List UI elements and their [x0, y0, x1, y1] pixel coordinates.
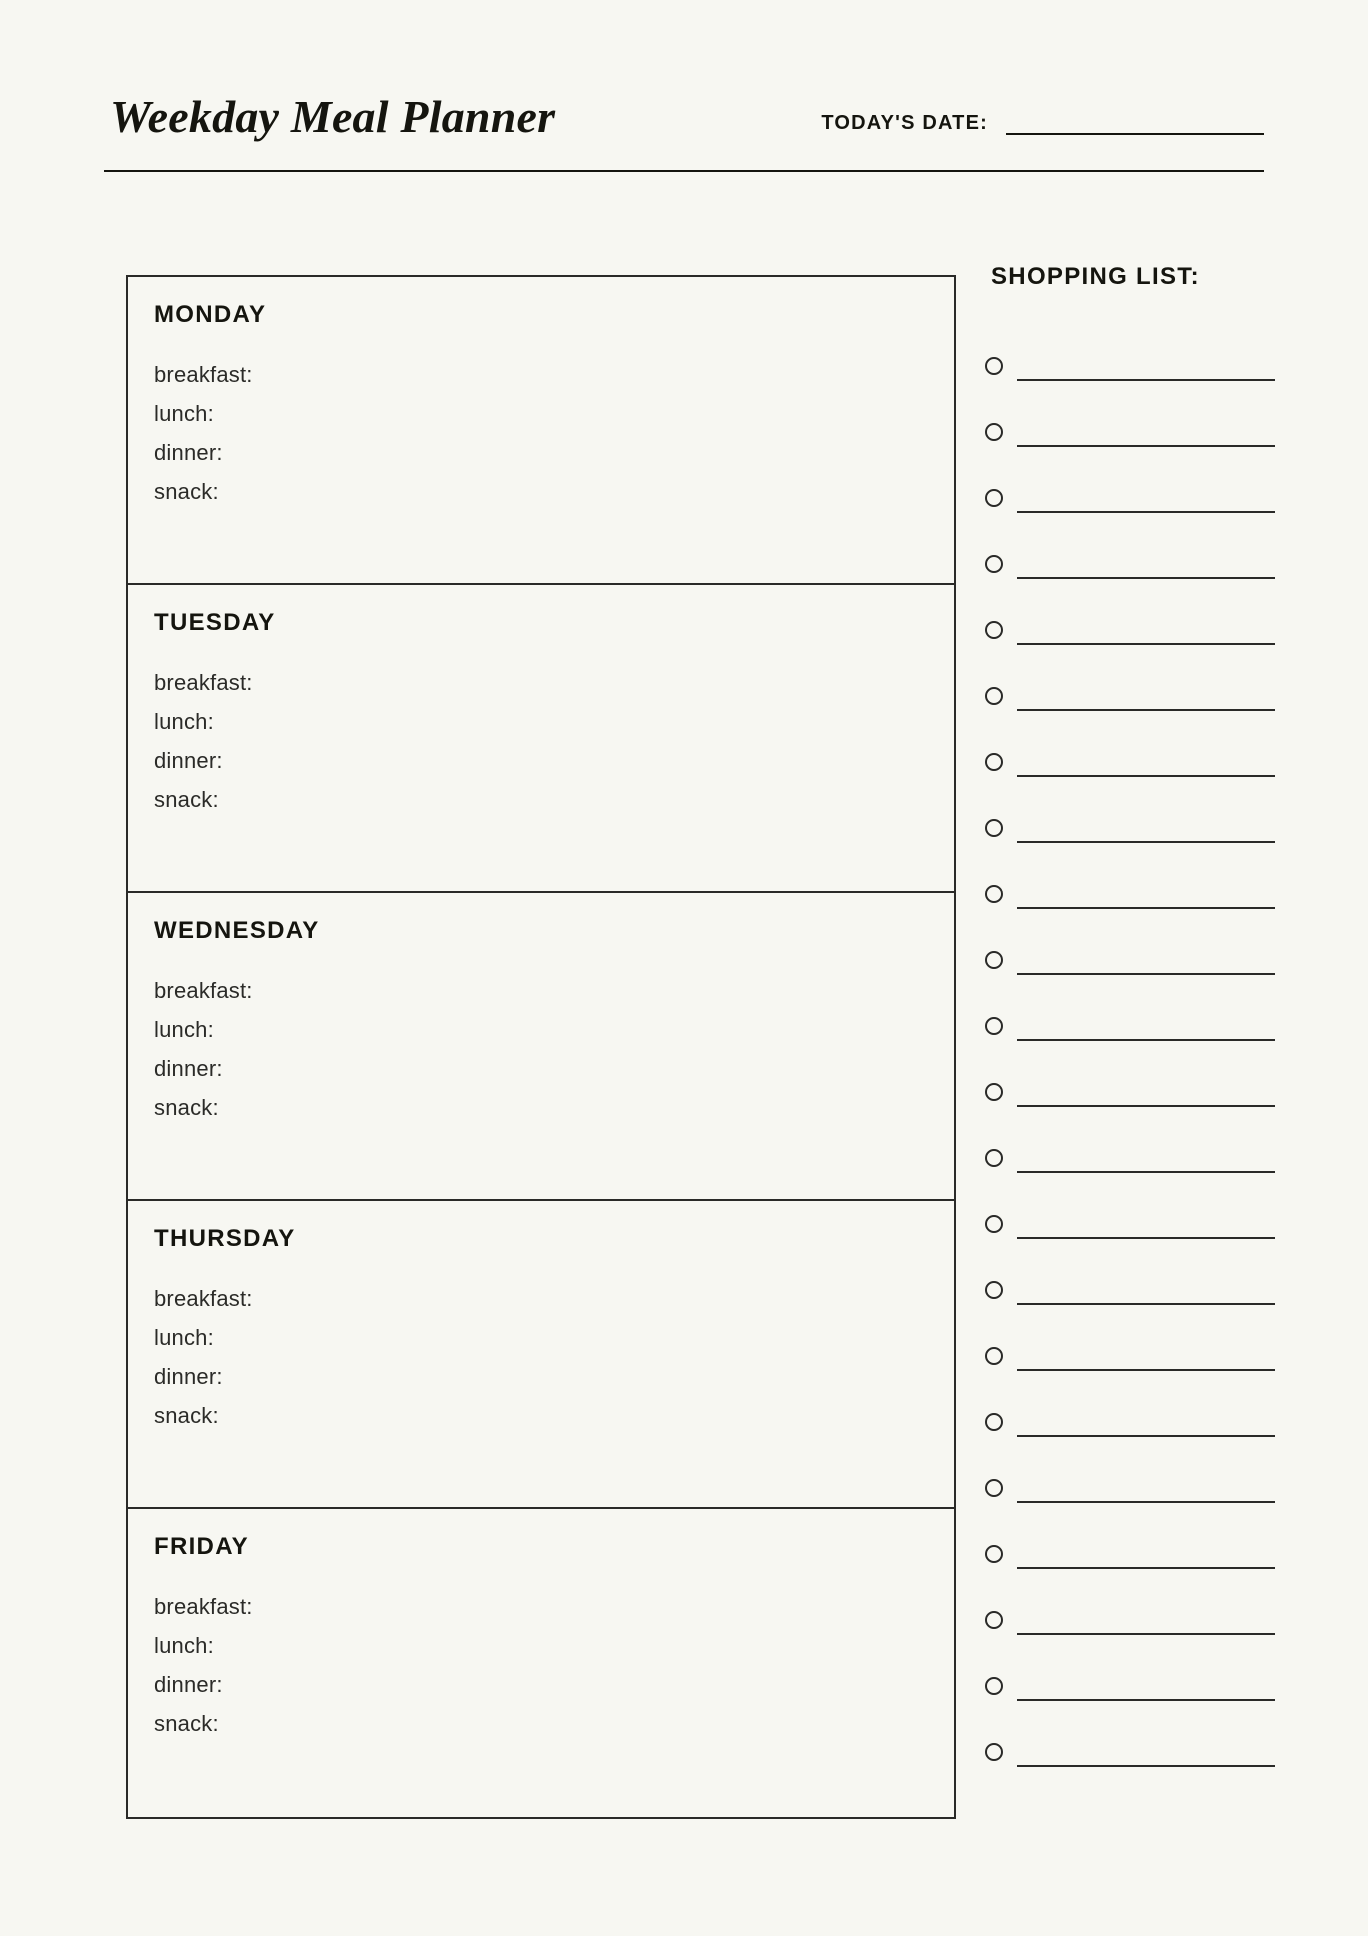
- shopping-item-input[interactable]: [1017, 573, 1275, 579]
- shopping-list-item[interactable]: [985, 1437, 1275, 1503]
- meal-field[interactable]: dinner:: [154, 748, 223, 773]
- checkbox-circle-icon[interactable]: [985, 1611, 1003, 1629]
- shopping-list: [985, 263, 1275, 1767]
- shopping-list-item[interactable]: [985, 1701, 1275, 1767]
- meal-field[interactable]: lunch:: [154, 1633, 214, 1658]
- meal-field[interactable]: dinner:: [154, 1672, 223, 1697]
- shopping-item-input[interactable]: [1017, 1761, 1275, 1767]
- checkbox-circle-icon[interactable]: [985, 885, 1003, 903]
- day-name: TUESDAY: [154, 609, 276, 636]
- meal-field[interactable]: breakfast:: [154, 1286, 253, 1311]
- meal-field[interactable]: snack:: [154, 1403, 219, 1428]
- checkbox-circle-icon[interactable]: [985, 1215, 1003, 1233]
- checkbox-circle-icon[interactable]: [985, 1347, 1003, 1365]
- shopping-list-item[interactable]: [985, 975, 1275, 1041]
- shopping-item-input[interactable]: [1017, 903, 1275, 909]
- day-name: THURSDAY: [154, 1225, 296, 1252]
- shopping-item-input[interactable]: [1017, 1365, 1275, 1371]
- page-title: Weekday Meal Planner: [110, 91, 556, 142]
- shopping-item-input[interactable]: [1017, 1299, 1275, 1305]
- shopping-list-item[interactable]: [985, 1503, 1275, 1569]
- checkbox-circle-icon[interactable]: [985, 1413, 1003, 1431]
- meal-field[interactable]: breakfast:: [154, 978, 253, 1003]
- shopping-item-input[interactable]: [1017, 1629, 1275, 1635]
- day-block[interactable]: [128, 277, 954, 585]
- shopping-item-input[interactable]: [1017, 1233, 1275, 1239]
- shopping-list-item[interactable]: [985, 843, 1275, 909]
- checkbox-circle-icon[interactable]: [985, 951, 1003, 969]
- todays-date-label: TODAY'S DATE:: [821, 112, 988, 134]
- shopping-item-input[interactable]: [1017, 375, 1275, 381]
- page-header: [104, 90, 1264, 190]
- meal-field[interactable]: breakfast:: [154, 1594, 253, 1619]
- shopping-list-item[interactable]: [985, 777, 1275, 843]
- shopping-list-title: SHOPPING LIST:: [991, 263, 1200, 290]
- meal-field[interactable]: snack:: [154, 787, 219, 812]
- checkbox-circle-icon[interactable]: [985, 753, 1003, 771]
- checkbox-circle-icon[interactable]: [985, 423, 1003, 441]
- shopping-list-item[interactable]: [985, 447, 1275, 513]
- meal-field[interactable]: lunch:: [154, 1325, 214, 1350]
- shopping-list-item[interactable]: [985, 1239, 1275, 1305]
- weekday-grid: [126, 275, 956, 1819]
- meal-field[interactable]: snack:: [154, 479, 219, 504]
- header-divider: [104, 170, 1264, 172]
- shopping-item-input[interactable]: [1017, 639, 1275, 645]
- checkbox-circle-icon[interactable]: [985, 621, 1003, 639]
- checkbox-circle-icon[interactable]: [985, 819, 1003, 837]
- checkbox-circle-icon[interactable]: [985, 1677, 1003, 1695]
- shopping-item-input[interactable]: [1017, 705, 1275, 711]
- checkbox-circle-icon[interactable]: [985, 1743, 1003, 1761]
- meal-field[interactable]: dinner:: [154, 1364, 223, 1389]
- shopping-list-item[interactable]: [985, 1371, 1275, 1437]
- checkbox-circle-icon[interactable]: [985, 1281, 1003, 1299]
- checkbox-circle-icon[interactable]: [985, 1017, 1003, 1035]
- checkbox-circle-icon[interactable]: [985, 687, 1003, 705]
- meal-field[interactable]: breakfast:: [154, 362, 253, 387]
- checkbox-circle-icon[interactable]: [985, 555, 1003, 573]
- shopping-list-item[interactable]: [985, 315, 1275, 381]
- shopping-item-input[interactable]: [1017, 1695, 1275, 1701]
- day-block[interactable]: [128, 1509, 954, 1817]
- shopping-list-items: [985, 315, 1275, 1767]
- shopping-list-item[interactable]: [985, 1041, 1275, 1107]
- shopping-list-item[interactable]: [985, 1173, 1275, 1239]
- shopping-list-item[interactable]: [985, 711, 1275, 777]
- shopping-list-item[interactable]: [985, 1635, 1275, 1701]
- shopping-item-input[interactable]: [1017, 507, 1275, 513]
- checkbox-circle-icon[interactable]: [985, 1083, 1003, 1101]
- shopping-item-input[interactable]: [1017, 1035, 1275, 1041]
- checkbox-circle-icon[interactable]: [985, 1479, 1003, 1497]
- shopping-list-item[interactable]: [985, 381, 1275, 447]
- day-name: MONDAY: [154, 301, 267, 328]
- shopping-list-item[interactable]: [985, 579, 1275, 645]
- shopping-item-input[interactable]: [1017, 1563, 1275, 1569]
- checkbox-circle-icon[interactable]: [985, 1545, 1003, 1563]
- day-block[interactable]: [128, 585, 954, 893]
- shopping-list-item[interactable]: [985, 909, 1275, 975]
- checkbox-circle-icon[interactable]: [985, 357, 1003, 375]
- meal-field[interactable]: lunch:: [154, 401, 214, 426]
- meal-field[interactable]: dinner:: [154, 1056, 223, 1081]
- meal-field[interactable]: snack:: [154, 1095, 219, 1120]
- meal-field[interactable]: lunch:: [154, 709, 214, 734]
- meal-field[interactable]: snack:: [154, 1711, 219, 1736]
- day-block[interactable]: [128, 893, 954, 1201]
- shopping-list-item[interactable]: [985, 1569, 1275, 1635]
- shopping-item-input[interactable]: [1017, 441, 1275, 447]
- todays-date-input[interactable]: [1006, 129, 1264, 135]
- checkbox-circle-icon[interactable]: [985, 1149, 1003, 1167]
- shopping-item-input[interactable]: [1017, 771, 1275, 777]
- shopping-item-input[interactable]: [1017, 1497, 1275, 1503]
- day-block[interactable]: [128, 1201, 954, 1509]
- meal-field[interactable]: dinner:: [154, 440, 223, 465]
- meal-field[interactable]: lunch:: [154, 1017, 214, 1042]
- day-name: FRIDAY: [154, 1533, 249, 1560]
- meal-field[interactable]: breakfast:: [154, 670, 253, 695]
- shopping-list-item[interactable]: [985, 513, 1275, 579]
- day-name: WEDNESDAY: [154, 917, 320, 944]
- shopping-item-input[interactable]: [1017, 1101, 1275, 1107]
- shopping-item-input[interactable]: [1017, 837, 1275, 843]
- shopping-list-item[interactable]: [985, 1107, 1275, 1173]
- checkbox-circle-icon[interactable]: [985, 489, 1003, 507]
- todays-date-row: [821, 112, 1264, 135]
- shopping-list-item[interactable]: [985, 1305, 1275, 1371]
- shopping-item-input[interactable]: [1017, 1431, 1275, 1437]
- shopping-item-input[interactable]: [1017, 1167, 1275, 1173]
- shopping-item-input[interactable]: [1017, 969, 1275, 975]
- shopping-list-item[interactable]: [985, 645, 1275, 711]
